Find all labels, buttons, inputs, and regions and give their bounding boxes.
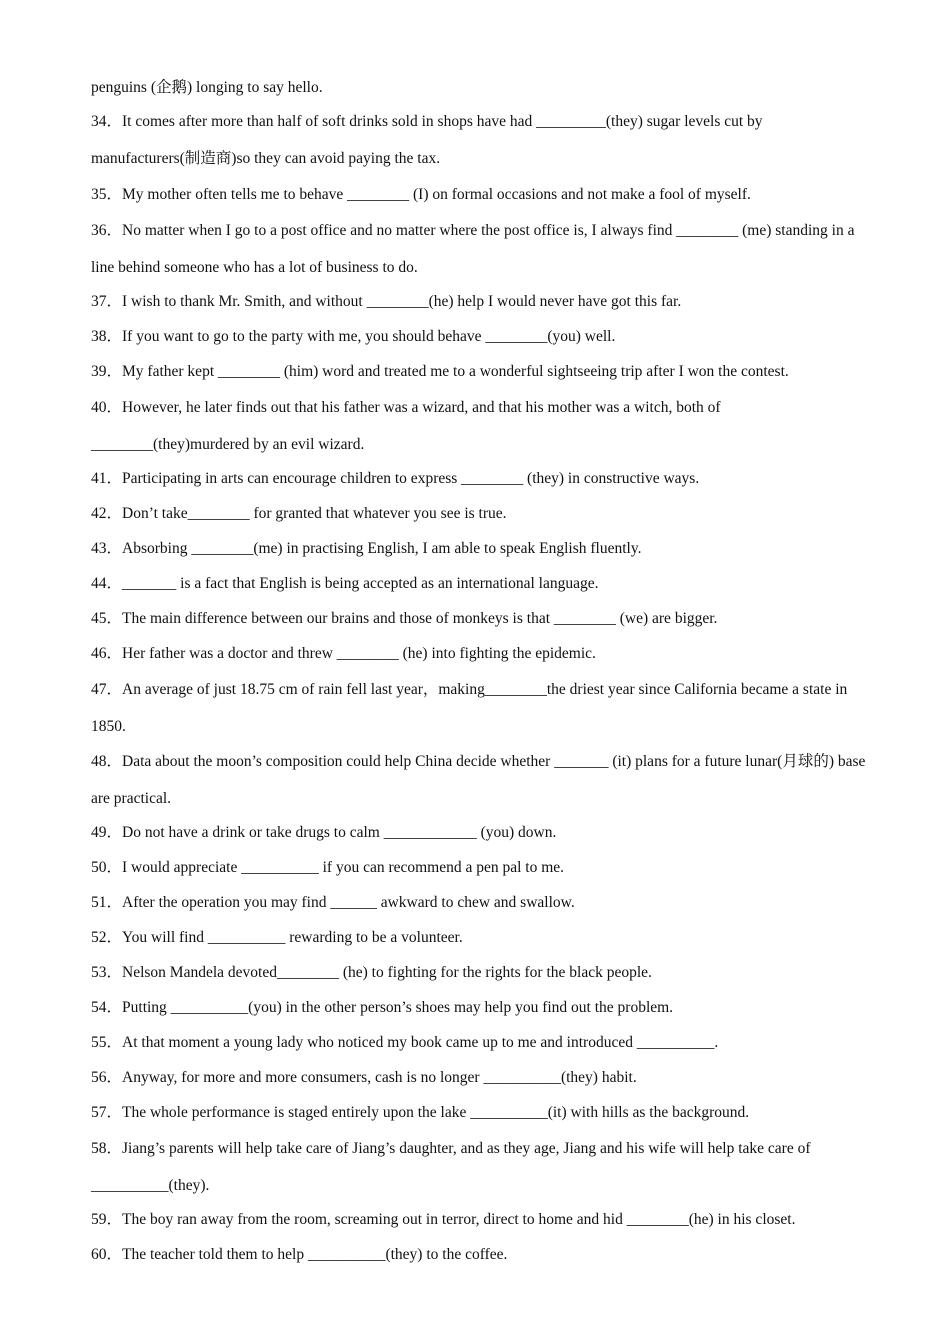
question-text: My mother often tells me to behave ________ (I) on formal occasions and not make a fool of myself.: [122, 186, 751, 203]
question-number: 43．: [91, 540, 123, 557]
question-text: An average of just 18.75 cm of rain fell last year，making________the driest year since California became a state in 1850.: [91, 681, 848, 735]
question-number: 37．: [91, 293, 123, 310]
question-number: 36．: [91, 222, 123, 239]
question-text: However, he later finds out that his father was a wizard, and that his mother was a witch, both of ________(they)murdered by an evil wizard.: [91, 399, 721, 453]
question-number: 44．: [91, 575, 123, 592]
question-number: 41．: [91, 470, 123, 487]
question-text: Participating in arts can encourage children to express ________ (they) in constructive ways.: [122, 470, 700, 487]
question-text: Putting __________(you) in the other person’s shoes may help you find out the problem.: [122, 999, 674, 1016]
question-text: Data about the moon’s composition could help China decide whether _______ (it) plans for a future lunar(月球的) base are practical.: [91, 753, 866, 807]
question-35: [91, 177, 866, 212]
question-54: [91, 990, 866, 1025]
question-44: [91, 566, 866, 601]
question-number: 48．: [91, 753, 123, 770]
question-59: [91, 1202, 866, 1237]
question-number: 45．: [91, 610, 123, 627]
question-number: 49．: [91, 824, 123, 841]
question-56: [91, 1060, 866, 1095]
question-42: [91, 496, 866, 531]
question-number: 34．: [91, 113, 123, 130]
question-58: [91, 1130, 866, 1202]
question-46: [91, 636, 866, 671]
question-text: Nelson Mandela devoted________ (he) to fighting for the rights for the black people.: [122, 964, 652, 981]
question-50: [91, 850, 866, 885]
question-number: 35．: [91, 186, 123, 203]
question-36: [91, 212, 866, 284]
question-55: [91, 1025, 866, 1060]
question-text: My father kept ________ (him) word and treated me to a wonderful sightseeing trip after I won the contest.: [122, 363, 789, 380]
question-number: 42．: [91, 505, 123, 522]
question-47: [91, 671, 866, 743]
question-41: [91, 461, 866, 496]
question-number: 47．: [91, 681, 123, 698]
question-number: 52．: [91, 929, 123, 946]
question-38: [91, 319, 866, 354]
question-number: 51．: [91, 894, 123, 911]
question-number: 38．: [91, 328, 123, 345]
question-text: The main difference between our brains and those of monkeys is that ________ (we) are bigger.: [122, 610, 718, 627]
question-number: 59．: [91, 1211, 123, 1228]
question-text: Jiang’s parents will help take care of Jiang’s daughter, and as they age, Jiang and his wife will help take care of __________(they).: [91, 1140, 811, 1194]
question-number: 57．: [91, 1104, 123, 1121]
question-45: [91, 601, 866, 636]
question-57: [91, 1095, 866, 1130]
question-text: After the operation you may find ______ awkward to chew and swallow.: [122, 894, 575, 911]
question-number: 40．: [91, 399, 123, 416]
question-53: [91, 955, 866, 990]
question-text: _______ is a fact that English is being accepted as an international language.: [122, 575, 599, 592]
question-text: Anyway, for more and more consumers, cash is no longer __________(they) habit.: [122, 1069, 637, 1086]
question-49: [91, 815, 866, 850]
question-number: 46．: [91, 645, 123, 662]
question-text: I wish to thank Mr. Smith, and without ________(he) help I would never have got this far.: [122, 293, 682, 310]
question-text: Her father was a doctor and threw ________ (he) into fighting the epidemic.: [122, 645, 596, 662]
question-43: [91, 531, 866, 566]
question-number: 39．: [91, 363, 123, 380]
question-text: Absorbing ________(me) in practising English, I am able to speak English fluently.: [122, 540, 642, 557]
question-number: 54．: [91, 999, 123, 1016]
question-text: No matter when I go to a post office and no matter where the post office is, I always find ________ (me) standing in a line behind someone who has a lot of business to do.: [91, 222, 855, 276]
question-number: 55．: [91, 1034, 123, 1051]
question-number: 53．: [91, 964, 123, 981]
question-39: [91, 354, 866, 389]
question-text: At that moment a young lady who noticed my book came up to me and introduced __________.: [122, 1034, 719, 1051]
question-text: You will find __________ rewarding to be a volunteer.: [122, 929, 463, 946]
question-number: 50．: [91, 859, 123, 876]
question-37: [91, 284, 866, 319]
question-number: 58．: [91, 1140, 123, 1157]
question-40: [91, 389, 866, 461]
question-number: 56．: [91, 1069, 123, 1086]
question-text: I would appreciate __________ if you can recommend a pen pal to me.: [122, 859, 565, 876]
question-60: [91, 1237, 866, 1272]
question-number: 60．: [91, 1246, 123, 1263]
question-51: [91, 885, 866, 920]
question-text: The teacher told them to help __________(they) to the coffee.: [122, 1246, 508, 1263]
carryover-text: penguins (企鹅) longing to say hello.: [91, 79, 323, 96]
question-48: [91, 743, 866, 815]
question-text: The boy ran away from the room, screaming out in terror, direct to home and hid ________(he) in his closet.: [122, 1211, 796, 1228]
question-34: [91, 103, 866, 177]
question-text: It comes after more than half of soft drinks sold in shops have had _________(they) sugar levels cut by manufacturers(制造商)so they can avoid paying the tax.: [91, 113, 763, 167]
question-text: Don’t take________ for granted that whatever you see is true.: [122, 505, 507, 522]
question-text: The whole performance is staged entirely upon the lake __________(it) with hills as the background.: [122, 1104, 750, 1121]
question-text: If you want to go to the party with me, you should behave ________(you) well.: [122, 328, 616, 345]
exercise-list: [91, 70, 866, 1272]
question-52: [91, 920, 866, 955]
question-text: Do not have a drink or take drugs to calm ____________ (you) down.: [122, 824, 557, 841]
